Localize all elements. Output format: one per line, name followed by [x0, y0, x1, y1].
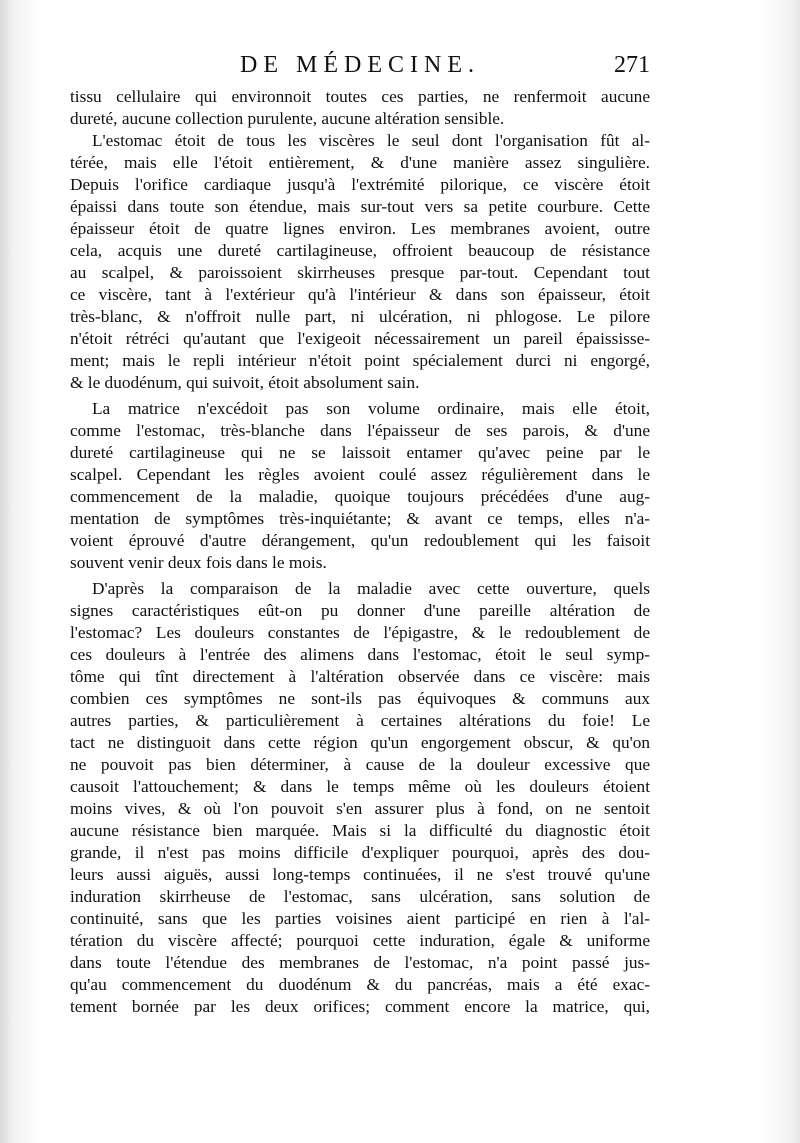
text-line: tact ne distinguoit dans cette région qu'un engorgement obscur, & qu'on — [70, 733, 650, 752]
text-line: qu'au commencement du duodénum & du pancréas, mais a été exac- — [70, 975, 650, 994]
text-line: ment; mais le repli intérieur n'étoit point spécialement durci ni engorgé, — [70, 351, 650, 370]
text-line: continuité, sans que les parties voisines aient participé en rien à l'al- — [70, 909, 650, 928]
text-line: dureté, aucune collection purulente, aucune altération sensible. — [70, 109, 505, 128]
text-line: signes caractéristiques eût-on pu donner d'une pareille altération de — [70, 601, 650, 620]
text-line: commencement de la maladie, quoique toujours précédées d'une aug- — [70, 487, 650, 506]
text-line: & le duodénum, qui suivoit, étoit absolument sain. — [70, 373, 420, 392]
text-line: aucune résistance bien marquée. Mais si la difficulté du diagnostic étoit — [70, 821, 650, 840]
text-line: causoit l'attouchement; & dans le temps même où les douleurs étoient — [70, 777, 650, 796]
paragraph — [70, 130, 650, 394]
text-line: grande, il n'est pas moins difficile d'expliquer pourquoi, après des dou- — [70, 843, 650, 862]
text-line: térée, mais elle l'étoit entièrement, & d'une manière assez singulière. — [70, 153, 650, 172]
text-line: leurs aussi aiguës, aussi long-temps continuées, il ne s'est trouvé qu'une — [70, 865, 650, 884]
text-line: scalpel. Cependant les règles avoient coulé assez régulièrement dans le — [70, 465, 650, 484]
paragraph — [70, 578, 650, 1018]
text-line: moins vives, & où l'on pouvoit s'en assurer plus à fond, on ne sentoit — [70, 799, 650, 818]
text-line: n'étoit rétréci qu'autant que l'exigeoit nécessairement un pareil épaississe- — [70, 329, 650, 348]
text-line: au scalpel, & paroissoient skirrheuses presque par-tout. Cependant tout — [70, 263, 650, 282]
text-line: Depuis l'orifice cardiaque jusqu'à l'extrémité pilorique, ce viscère étoit — [70, 175, 650, 194]
text-line: dans toute l'étendue des membranes de l'estomac, n'a point passé jus- — [70, 953, 650, 972]
text-line: L'estomac étoit de tous les viscères le seul dont l'organisation fût al- — [92, 131, 650, 150]
text-line: mentation de symptômes très-inquiétante; & avant ce temps, elles n'a- — [70, 509, 650, 528]
text-line: ne pouvoit pas bien déterminer, à cause de la douleur excessive que — [70, 755, 650, 774]
text-line: La matrice n'excédoit pas son volume ordinaire, mais elle étoit, — [92, 399, 650, 418]
text-line: ces douleurs à l'entrée des alimens dans l'estomac, étoit le seul symp- — [70, 645, 650, 664]
page-header — [70, 52, 650, 86]
text-line: ce viscère, tant à l'extérieur qu'à l'intérieur & dans son épaisseur, étoit — [70, 285, 650, 304]
text-line: cela, acquis une dureté cartilagineuse, offroient beaucoup de résistance — [70, 241, 650, 260]
text-line: induration skirrheuse de l'estomac, sans ulcération, sans solution de — [70, 887, 650, 906]
text-line: combien ces symptômes ne sont-ils pas équivoques & communs aux — [70, 689, 650, 708]
body-text — [70, 86, 650, 1018]
text-line: tôme qui tînt directement à l'altération observée dans ce viscère: mais — [70, 667, 650, 686]
text-line: épaissi dans toute son étendue, mais sur-tout vers sa petite courbure. Cette — [70, 197, 650, 216]
text-line: tement bornée par les deux orifices; comment encore la matrice, qui, — [70, 997, 650, 1016]
paragraph — [70, 398, 650, 574]
text-line: l'estomac? Les douleurs constantes de l'épigastre, & le redoublement de — [70, 623, 650, 642]
text-line: voient éprouvé d'autre dérangement, qu'un redoublement qui les faisoit — [70, 531, 650, 550]
text-line: tissu cellulaire qui environnoit toutes ces parties, ne renfermoit aucune — [70, 87, 650, 106]
text-line: dureté cartilagineuse qui ne se laissoit entamer qu'avec peine par le — [70, 443, 650, 462]
text-line: souvent venir deux fois dans le mois. — [70, 553, 327, 572]
paragraph — [70, 86, 650, 130]
text-line: très-blanc, & n'offroit nulle part, ni ulcération, ni phlogose. Le pilore — [70, 307, 650, 326]
text-line: tération du viscère affecté; pourquoi cette induration, égale & uniforme — [70, 931, 650, 950]
page-number: 271 — [614, 52, 650, 78]
text-line: comme l'estomac, très-blanche dans l'épaisseur de ses parois, & d'une — [70, 421, 650, 440]
text-line: autres parties, & particulièrement à certaines altérations du foie! Le — [70, 711, 650, 730]
text-line: épaisseur étoit de quatre lignes environ. Les membranes avoient, outre — [70, 219, 650, 238]
text-line: D'après la comparaison de la maladie avec cette ouverture, quels — [92, 579, 650, 598]
running-title: DE MÉDECINE. — [240, 52, 480, 78]
